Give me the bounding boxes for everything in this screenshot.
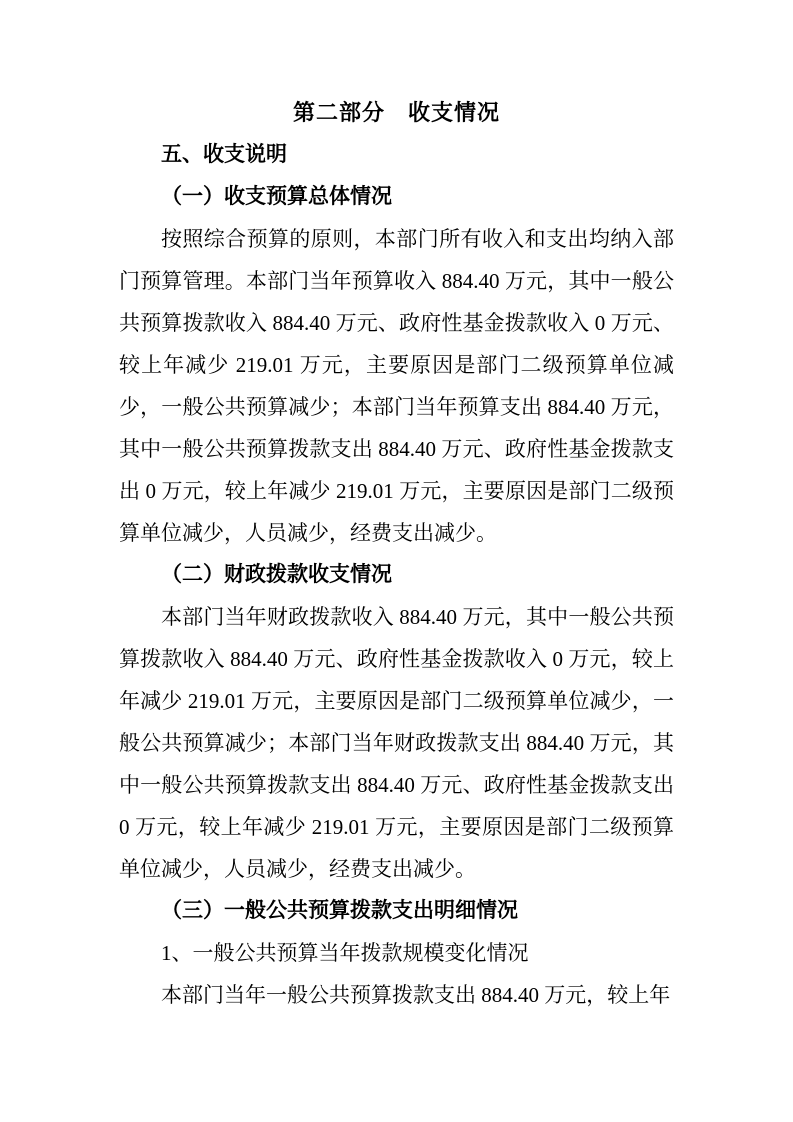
subsection-3-paragraph: 本部门当年一般公共预算拨款支出 884.40 万元，较上年 <box>161 983 671 1007</box>
section-heading: 五、收支说明 <box>161 143 287 166</box>
subsection-1-paragraph: 按照综合预算的原则，本部门所有收入和支出均纳入部门预算管理。本部门当年预算收入 884.40 万元，其中一般公共预算拨款收入 884.40 万元、政府性基金拨款收入 0 万元、较上年减少 219.01 万元，主要原因是部门二级预算单位减少，一般公共预算减少；本部门当年预算支出 884.40 万元，其中一般公共预算拨款支出 884.40 万元、政府性基金拨款支出 0 万元，较上年减少 219.01 万元，主要原因是部门二级预算单位减少，人员减少，经费支出减少。 <box>119 227 674 545</box>
document-content <box>119 92 674 1016</box>
subsection-2-paragraph: 本部门当年财政拨款收入 884.40 万元，其中一般公共预算拨款收入 884.40 万元、政府性基金拨款收入 0 万元，较上年减少 219.01 万元，主要原因是部门二级预算单位减少，一般公共预算减少；本部门当年财政拨款支出 884.40 万元，其中一般公共预算拨款支出 884.40 万元、政府性基金拨款支出 0 万元，较上年减少 219.01 万元，主要原因是部门二级预算单位减少，人员减少，经费支出减少。 <box>119 605 674 881</box>
document-title: 第二部分 收支情况 <box>292 100 500 125</box>
subsection-3-item-1-heading: 1、一般公共预算当年拨款规模变化情况 <box>161 941 529 965</box>
subsection-2-heading: （二）财政拨款收支情况 <box>161 563 392 586</box>
subsection-1-heading: （一）收支预算总体情况 <box>161 185 392 208</box>
subsection-3-heading: （三）一般公共预算拨款支出明细情况 <box>161 899 518 922</box>
